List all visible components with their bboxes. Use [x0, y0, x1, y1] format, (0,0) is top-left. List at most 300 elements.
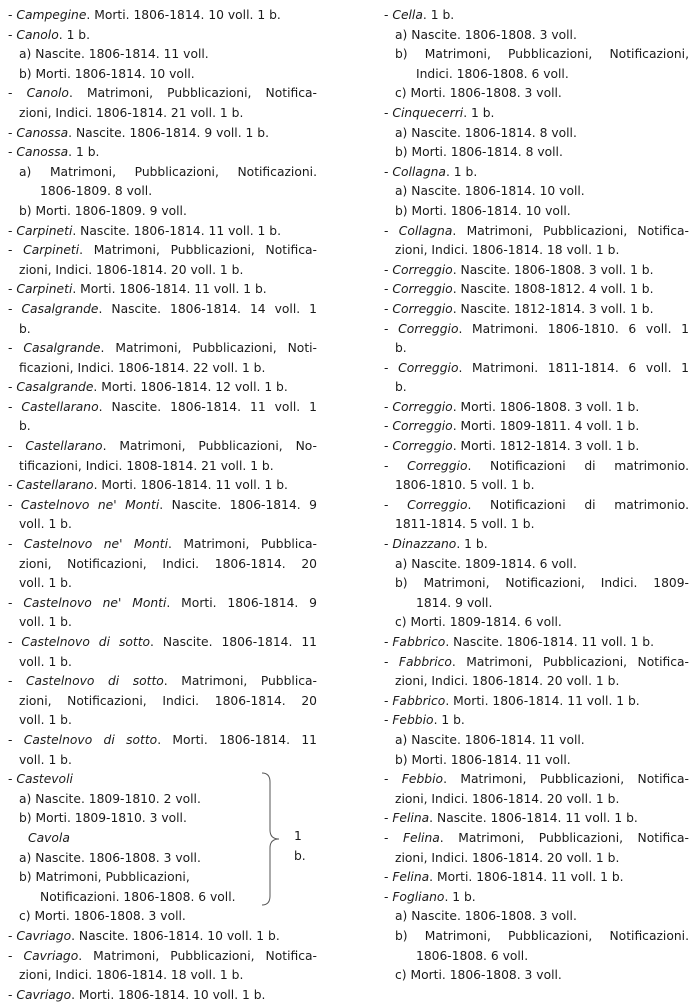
- entry-text: . Matrimoni, Pubblica-: [168, 537, 317, 552]
- entry-text: b) Matrimoni, Pubblicazioni, Notificazioni,: [395, 47, 689, 62]
- archive-entry: [8, 378, 317, 398]
- entry-text: . Morti. 1806-1814. 10 voll. 1 b.: [86, 8, 281, 22]
- archive-entry: [8, 339, 317, 378]
- entry-dash: -: [384, 360, 399, 375]
- entry-dash: -: [8, 772, 17, 787]
- entry-line: [8, 26, 317, 46]
- entry-text: . 1 b.: [445, 164, 478, 179]
- archive-entry: [8, 437, 317, 476]
- entry-line: [384, 280, 689, 300]
- entry-text: . Nascite. 1806-1814. 9: [159, 497, 317, 512]
- entry-dash: -: [8, 478, 17, 493]
- entry-dash: -: [384, 537, 393, 552]
- entry-line: [384, 378, 689, 398]
- archive-entry: [384, 320, 689, 359]
- entry-text: . Nascite. 1806-1814. 10 voll. 1 b.: [71, 928, 280, 943]
- entry-line: [384, 359, 689, 379]
- place-name: Correggio: [407, 458, 468, 473]
- entry-text: voll. 1 b.: [19, 576, 72, 591]
- entry-line: [384, 476, 689, 496]
- entry-text: . Morti. 1806-1814. 11 voll. 1 b.: [93, 478, 288, 493]
- entry-dash: -: [8, 27, 17, 42]
- entry-line: [8, 515, 317, 535]
- entry-dash: -: [8, 380, 17, 395]
- entry-line: [8, 182, 317, 202]
- entry-text: c) Morti. 1809-1814. 6 voll.: [395, 615, 562, 630]
- entry-line: [384, 653, 689, 673]
- entry-text: a) Nascite. 1806-1808. 3 voll.: [19, 850, 201, 865]
- entry-line: [384, 496, 689, 516]
- entry-dash: -: [8, 223, 17, 238]
- entry-text: . Matrimoni, Pubblicazioni, Notifica-: [78, 948, 317, 963]
- entry-line: [8, 966, 317, 986]
- entry-line: [384, 966, 689, 986]
- entry-text: . Matrimoni, Pubblicazioni, Noti-: [100, 341, 317, 356]
- place-name: Cavriago: [16, 987, 72, 1002]
- entry-text: ficazioni, Indici. 1806-1814. 22 voll. 1 b.: [19, 360, 266, 375]
- entry-line: [384, 790, 689, 810]
- entry-line: [8, 6, 317, 26]
- entry-line: [384, 202, 689, 222]
- entry-text: b) Morti. 1806-1814. 8 voll.: [395, 145, 563, 160]
- entry-text: a) Nascite. 1806-1814. 8 voll.: [395, 125, 577, 140]
- archive-entry: [384, 711, 689, 770]
- entry-dash: -: [384, 301, 393, 316]
- entry-line: [384, 574, 689, 594]
- entry-dash: -: [8, 635, 22, 649]
- entry-text: . Morti. 1809-1811. 4 voll. 1 b.: [452, 419, 640, 434]
- archive-entry: [8, 986, 317, 1005]
- archive-entry: [8, 594, 317, 633]
- entry-line: [384, 398, 689, 418]
- entry-dash: -: [8, 928, 17, 943]
- entry-text: . 1 b.: [444, 889, 476, 904]
- entry-text: . Nascite. 1806-1808. 3 voll. 1 b.: [452, 262, 654, 277]
- archive-entry: [384, 535, 689, 633]
- entry-text: a) Nascite. 1806-1808. 3 voll.: [395, 909, 577, 924]
- archive-entry: [384, 496, 689, 535]
- entry-line: [8, 202, 317, 222]
- place-name: Cavriago: [16, 928, 72, 943]
- right-column: [384, 6, 689, 986]
- entry-line: [8, 143, 317, 163]
- archive-entry: [384, 888, 689, 986]
- entry-text: voll. 1 b.: [19, 713, 72, 728]
- place-name: Casalgrande: [23, 341, 101, 356]
- entry-line: [384, 143, 689, 163]
- entry-text: . 1 b.: [433, 713, 465, 728]
- entry-line: [384, 633, 689, 653]
- entry-text: 1806-1808. 6 voll.: [416, 948, 529, 963]
- entry-line: [384, 535, 689, 555]
- entry-line: [8, 378, 317, 398]
- entry-line: [8, 241, 317, 261]
- entry-line: [384, 594, 689, 614]
- entry-dash: -: [384, 419, 393, 434]
- entry-line: [384, 182, 689, 202]
- entry-text: . Morti. 1806-1814. 12 voll. 1 b.: [93, 380, 288, 395]
- entry-line: [384, 6, 689, 26]
- entry-line: [384, 515, 689, 535]
- entry-text: b.: [19, 321, 31, 336]
- entry-line: [8, 84, 317, 104]
- entry-line: [8, 633, 317, 653]
- entry-line: [384, 809, 689, 829]
- place-name: Cavola: [28, 830, 70, 845]
- left-entry-list: [8, 6, 317, 770]
- archive-entry: [8, 535, 317, 594]
- place-name: Castellarano: [25, 439, 103, 454]
- entry-line: [384, 849, 689, 869]
- archive-entry: [8, 300, 317, 339]
- archive-entry: [8, 633, 317, 672]
- place-name: Canossa: [16, 125, 69, 140]
- archive-entry: [384, 300, 689, 320]
- entry-line: [8, 653, 317, 673]
- entry-dash: -: [8, 674, 26, 689]
- entry-line: [384, 457, 689, 477]
- entry-dash: -: [384, 399, 393, 414]
- entry-line: [8, 417, 317, 437]
- archive-entry: [384, 280, 689, 300]
- left-entry-list-end: [8, 927, 317, 1005]
- entry-text: c) Morti. 1806-1808. 3 voll.: [395, 968, 562, 983]
- entry-line: [384, 770, 689, 790]
- entry-text: . Morti. 1806-1814. 11: [157, 732, 317, 747]
- place-name: Felina: [402, 830, 440, 845]
- place-name: Febbio: [392, 713, 434, 728]
- archive-entry: [384, 261, 689, 281]
- entry-text: a) Nascite. 1806-1808. 3 voll.: [395, 27, 577, 42]
- entry-text: voll. 1 b.: [19, 654, 72, 669]
- entry-line: [384, 104, 689, 124]
- entry-line: [8, 986, 317, 1005]
- entry-line: [384, 947, 689, 967]
- archive-entry: [384, 868, 689, 888]
- entry-text: zioni, Indici. 1806-1814. 20 voll. 1 b.: [395, 850, 620, 865]
- entry-line: [384, 124, 689, 144]
- entry-text: . Morti. 1812-1814. 3 voll. 1 b.: [452, 439, 640, 454]
- entry-text: zioni, Indici. 1806-1814. 20 voll. 1 b.: [395, 791, 620, 806]
- entry-line: [384, 888, 689, 908]
- entry-text: . Morti. 1806-1814. 9: [166, 595, 318, 610]
- entry-text: b) Matrimoni, Notificazioni, Indici. 1809-: [395, 576, 689, 591]
- place-name: Carpineti: [16, 223, 73, 238]
- entry-text: . Matrimoni, Pubblicazioni, Notifica-: [443, 772, 689, 787]
- archive-entry: [384, 809, 689, 829]
- entry-dash: -: [384, 223, 399, 238]
- entry-dash: -: [8, 987, 17, 1002]
- place-name: Collagna: [398, 223, 453, 238]
- entry-line: [8, 927, 317, 947]
- archive-entry: [8, 947, 317, 986]
- entry-dash: -: [8, 125, 17, 140]
- entry-text: . Matrimoni, Pubblicazioni, No-: [102, 439, 317, 454]
- entry-text: Indici. 1806-1808. 6 voll.: [416, 66, 569, 81]
- curly-brace-icon: [260, 772, 282, 906]
- entry-dash: -: [384, 321, 399, 336]
- entry-text: b) Morti. 1806-1814. 10 voll.: [19, 66, 195, 81]
- entry-line: [8, 398, 317, 418]
- entry-line: [384, 555, 689, 575]
- place-name: Castelnovo ne' Monti: [23, 595, 167, 610]
- entry-dash: -: [384, 889, 393, 904]
- entry-text: zioni, Indici. 1806-1814. 20 voll. 1 b.: [19, 262, 244, 277]
- entry-line: [384, 222, 689, 242]
- place-name: Casalgrande: [16, 380, 94, 395]
- entry-text: tificazioni, Indici. 1808-1814. 21 voll. 1 b.: [19, 458, 274, 473]
- place-name: Casalgrande: [21, 301, 99, 316]
- entry-text: zioni, Indici. 1806-1814. 20 voll. 1 b.: [395, 674, 620, 689]
- place-name: Collagna: [392, 164, 446, 179]
- entry-text: . Nascite. 1806-1814. 11 voll. 1 b.: [445, 635, 654, 649]
- place-name: Correggio: [407, 497, 468, 512]
- entry-text: a) Nascite. 1809-1814. 6 voll.: [395, 556, 577, 571]
- place-name: Castelnovo di sotto: [25, 674, 164, 689]
- entry-line: [8, 535, 317, 555]
- entry-line: [384, 829, 689, 849]
- entry-line: [384, 84, 689, 104]
- entry-text: zioni, Notificazioni, Indici. 1806-1814. 20: [19, 556, 317, 571]
- entry-line: [384, 300, 689, 320]
- entry-text: b) Matrimoni, Pubblicazioni,: [19, 870, 190, 885]
- entry-line: [8, 65, 317, 85]
- entry-dash: -: [384, 693, 393, 708]
- place-name: Campegine: [16, 8, 87, 22]
- archive-entry: [384, 359, 689, 398]
- entry-text: c) Morti. 1806-1808. 3 voll.: [19, 909, 186, 924]
- archive-entry: [8, 496, 317, 535]
- entry-dash: -: [8, 439, 26, 454]
- archive-entry: [8, 731, 317, 770]
- entry-dash: -: [384, 439, 393, 454]
- entry-text: . Morti. 1806-1808. 3 voll. 1 b.: [452, 399, 640, 414]
- place-name: Correggio: [392, 282, 453, 297]
- archive-entry: [384, 6, 689, 104]
- archive-entry: [8, 124, 317, 144]
- entry-dash: -: [8, 282, 17, 297]
- entry-line: [384, 417, 689, 437]
- entry-text: . Matrimoni, Pubblicazioni, Notifica-: [68, 86, 317, 101]
- entry-text: zioni, Notificazioni, Indici. 1806-1814. 20: [19, 693, 317, 708]
- entry-text: c) Morti. 1806-1808. 3 voll.: [395, 86, 562, 101]
- entry-text: 1806-1810. 5 voll. 1 b.: [395, 478, 535, 493]
- archive-entry: [8, 6, 317, 26]
- entry-text: . Morti. 1806-1814. 11 voll. 1 b.: [72, 282, 267, 297]
- entry-text: voll. 1 b.: [19, 752, 72, 767]
- entry-text: . 1 b.: [456, 537, 488, 552]
- entry-text: . Nascite. 1806-1814. 11: [150, 635, 317, 649]
- archive-entry: [384, 692, 689, 712]
- entry-text: Notificazioni. 1806-1808. 6 voll.: [40, 889, 236, 904]
- place-name: Correggio: [392, 262, 453, 277]
- entry-text: voll. 1 b.: [19, 615, 72, 630]
- entry-dash: -: [384, 830, 403, 845]
- entry-dash: -: [8, 8, 17, 22]
- place-name: Cinquecerri: [392, 105, 464, 120]
- entry-dash: -: [384, 772, 402, 787]
- entry-text: . Notificazioni di matrimonio.: [467, 458, 689, 473]
- archive-entry: [384, 457, 689, 496]
- entry-dash: -: [8, 301, 22, 316]
- place-name: Correggio: [398, 321, 459, 336]
- entry-text: . Nascite. 1812-1814. 3 voll. 1 b.: [452, 301, 654, 316]
- entry-line: [8, 437, 317, 457]
- entry-line: [8, 45, 317, 65]
- entry-dash: -: [384, 635, 393, 649]
- entry-text: . Nascite. 1808-1812. 4 voll. 1 b.: [452, 282, 654, 297]
- entry-line: [8, 300, 317, 320]
- entry-dash: -: [384, 282, 393, 297]
- entry-dash: -: [384, 713, 393, 728]
- entry-text: . Nascite. 1806-1814. 11 voll. 1 b.: [429, 811, 638, 826]
- archive-entry: [384, 163, 689, 222]
- entry-dash: -: [8, 86, 27, 101]
- entry-text: . Morti. 1806-1814. 10 voll. 1 b.: [71, 987, 266, 1002]
- entry-text: . Morti. 1806-1814. 11 voll. 1 b.: [445, 693, 640, 708]
- entry-dash: -: [384, 497, 408, 512]
- place-name: Castelnovo di sotto: [23, 732, 158, 747]
- archive-entry: [8, 84, 317, 123]
- place-name: Felina: [392, 870, 430, 885]
- entry-line: [384, 927, 689, 947]
- entry-line: [8, 222, 317, 242]
- place-name: Carpineti: [23, 243, 80, 258]
- place-name: Castelnovo di sotto: [21, 635, 151, 649]
- entry-text: a) Nascite. 1806-1814. 11 voll.: [19, 47, 209, 62]
- archive-entry: [384, 437, 689, 457]
- entry-text: voll. 1 b.: [19, 517, 72, 532]
- place-name: Dinazzano: [392, 537, 457, 552]
- entry-line: [8, 320, 317, 340]
- entry-line: [384, 711, 689, 731]
- place-name: Correggio: [392, 301, 453, 316]
- place-name: Canolo: [16, 27, 59, 42]
- entry-text: . Nascite. 1806-1814. 11 voll. 1 b.: [72, 223, 281, 238]
- entry-text: . Nascite. 1806-1814. 9 voll. 1 b.: [68, 125, 269, 140]
- entry-line: [8, 339, 317, 359]
- place-name: Castellarano: [21, 399, 99, 414]
- place-name: Fabbrico: [392, 635, 446, 649]
- place-name: Felina: [392, 811, 430, 826]
- archive-entry: [8, 241, 317, 280]
- brace-label: 1 b.: [294, 829, 306, 863]
- entry-text: b) Morti. 1809-1810. 3 voll.: [19, 811, 187, 826]
- entry-text: b) Morti. 1806-1809. 9 voll.: [19, 203, 187, 218]
- entry-line: [384, 868, 689, 888]
- entry-text: b.: [19, 419, 31, 434]
- entry-text: 1811-1814. 5 voll. 1 b.: [395, 517, 535, 532]
- entry-line: [8, 613, 317, 633]
- place-name: Febbio: [401, 772, 444, 787]
- entry-dash: -: [8, 948, 24, 963]
- archive-entry: [8, 672, 317, 731]
- entry-text: . Notificazioni di matrimonio.: [467, 497, 689, 512]
- entry-line: [384, 613, 689, 633]
- entry-dash: -: [8, 399, 22, 414]
- place-name: Castelnovo ne' Monti: [23, 537, 169, 552]
- entry-text: . 1 b.: [58, 27, 91, 42]
- place-name: Castelnovo ne' Monti: [20, 497, 160, 512]
- entry-text: 1814. 9 voll.: [416, 595, 493, 610]
- entry-line: [384, 672, 689, 692]
- place-name: Carpineti: [16, 282, 73, 297]
- entry-line: [8, 457, 317, 477]
- place-name: Cella: [392, 8, 423, 22]
- entry-line: [8, 496, 317, 516]
- entry-line: [8, 261, 317, 281]
- entry-text: . Matrimoni. 1806-1810. 6 voll. 1: [458, 321, 689, 336]
- entry-line: [384, 163, 689, 183]
- entry-dash: -: [384, 458, 408, 473]
- place-name: Canossa: [16, 145, 69, 160]
- archive-entry: [384, 653, 689, 692]
- entry-line: [384, 731, 689, 751]
- archive-entry: [8, 222, 317, 242]
- place-name: Fabbrico: [392, 693, 446, 708]
- entry-text: . Morti. 1806-1814. 11 voll. 1 b.: [429, 870, 624, 885]
- entry-line: [8, 692, 317, 712]
- entry-line: [384, 320, 689, 340]
- entry-text: a) Nascite. 1806-1814. 11 voll.: [395, 732, 585, 747]
- entry-text: b) Morti. 1806-1814. 11 voll.: [395, 752, 571, 767]
- entry-dash: -: [384, 8, 393, 22]
- archive-entry: [384, 104, 689, 163]
- entry-text: . Matrimoni, Pubblicazioni, Notifica-: [439, 830, 689, 845]
- place-name: Cavriago: [23, 948, 79, 963]
- archive-entry: [8, 143, 317, 221]
- archive-entry: [384, 633, 689, 653]
- place-name: Correggio: [398, 360, 459, 375]
- entry-line: [8, 163, 317, 183]
- entry-text: . Matrimoni. 1811-1814. 6 voll. 1: [458, 360, 689, 375]
- entry-line: [384, 65, 689, 85]
- entry-line: [8, 672, 317, 692]
- entry-text: b) Matrimoni, Pubblicazioni, Notificazioni.: [395, 928, 689, 943]
- entry-dash: -: [384, 262, 393, 277]
- entry-dash: -: [8, 145, 17, 160]
- archive-entry: [8, 280, 317, 300]
- entry-text: zioni, Indici. 1806-1814. 21 voll. 1 b.: [19, 105, 244, 120]
- entry-line: [8, 751, 317, 771]
- entry-line: [8, 594, 317, 614]
- entry-text: . Matrimoni, Pubblicazioni, Notifica-: [79, 243, 317, 258]
- entry-dash: -: [384, 105, 393, 120]
- entry-dash: -: [8, 497, 21, 512]
- entry-line: [8, 731, 317, 751]
- entry-line: [384, 339, 689, 359]
- entry-text: . Matrimoni, Pubblica-: [163, 674, 317, 689]
- entry-line: [8, 104, 317, 124]
- entry-dash: -: [8, 243, 24, 258]
- entry-dash: -: [8, 732, 24, 747]
- entry-line: [8, 280, 317, 300]
- entry-line: [384, 241, 689, 261]
- entry-dash: -: [384, 811, 393, 826]
- entry-text: zioni, Indici. 1806-1814. 18 voll. 1 b.: [395, 243, 620, 258]
- entry-dash: -: [8, 595, 24, 610]
- entry-line: [8, 555, 317, 575]
- entry-text: . 1 b.: [68, 145, 100, 160]
- entry-text: . Matrimoni, Pubblicazioni, Notifica-: [451, 654, 689, 669]
- place-name: Castellarano: [16, 478, 94, 493]
- archive-entry: [384, 829, 689, 868]
- archive-entry: [384, 770, 689, 809]
- entry-text: . 1 b.: [422, 8, 455, 22]
- entry-text: zioni, Indici. 1806-1814. 18 voll. 1 b.: [19, 968, 244, 983]
- entry-text: . 1 b.: [463, 105, 495, 120]
- archive-entry: [384, 222, 689, 261]
